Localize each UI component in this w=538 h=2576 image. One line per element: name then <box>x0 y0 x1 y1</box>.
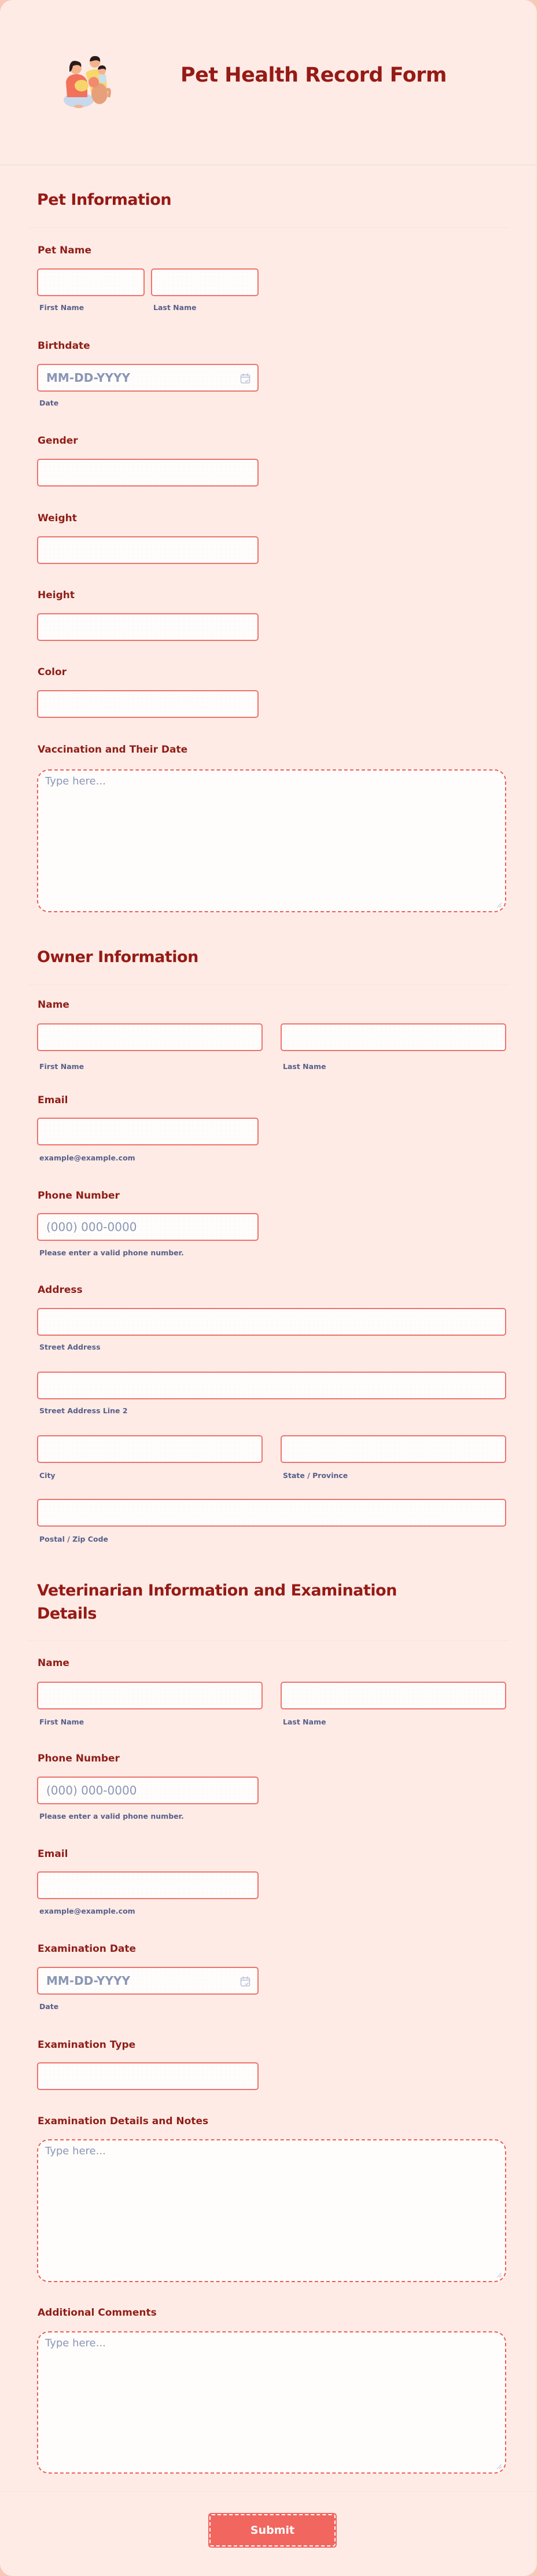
owner-first-name-input[interactable] <box>37 1023 263 1051</box>
exam-details-label: Examination Details and Notes <box>38 2116 209 2127</box>
postal-code-sublabel: Postal / Zip Code <box>39 1535 108 1543</box>
birthdate-sublabel: Date <box>39 399 59 407</box>
owner-email-sublabel: example@example.com <box>39 1154 135 1162</box>
form-title: Pet Health Record Form <box>180 64 447 87</box>
owner-phone-input[interactable] <box>37 1213 259 1241</box>
address-label: Address <box>38 1284 83 1296</box>
calendar-icon[interactable] <box>240 373 250 384</box>
color-label: Color <box>38 666 67 678</box>
exam-type-label: Examination Type <box>38 2039 136 2051</box>
state-province-sublabel: State / Province <box>283 1471 348 1480</box>
additional-comments-textarea[interactable] <box>37 2331 506 2474</box>
owner-name-label: Name <box>38 999 69 1011</box>
vet-email-input[interactable] <box>37 1871 259 1899</box>
owner-phone-sublabel: Please enter a valid phone number. <box>39 1248 184 1257</box>
birthdate-placeholder: MM-DD-YYYY <box>46 371 130 385</box>
vet-first-name-sublabel: First Name <box>39 1718 84 1726</box>
owner-last-name-input[interactable] <box>281 1023 506 1051</box>
exam-date-input[interactable] <box>37 1967 259 1995</box>
birthdate-input[interactable] <box>37 364 259 392</box>
exam-details-placeholder: Type here... <box>45 2145 106 2157</box>
vet-last-name-sublabel: Last Name <box>283 1718 326 1726</box>
owner-phone-placeholder: (000) 000-0000 <box>46 1220 137 1234</box>
exam-date-label: Examination Date <box>38 1943 137 1955</box>
pet-name-label: Pet Name <box>38 245 91 256</box>
vet-name-label: Name <box>38 1657 69 1669</box>
exam-details-textarea[interactable] <box>37 2139 506 2282</box>
header-divider <box>0 164 537 165</box>
owner-email-label: Email <box>38 1094 68 1106</box>
weight-label: Weight <box>38 513 77 524</box>
owner-last-name-sublabel: Last Name <box>283 1062 326 1071</box>
exam-date-placeholder: MM-DD-YYYY <box>46 1974 130 1988</box>
height-input[interactable] <box>37 613 259 641</box>
pet-information-heading: Pet Information <box>37 191 172 209</box>
additional-comments-label: Additional Comments <box>38 2307 157 2319</box>
section-divider <box>28 227 509 228</box>
owner-first-name-sublabel: First Name <box>39 1062 84 1071</box>
section-divider <box>28 1640 509 1641</box>
vet-phone-input[interactable] <box>37 1777 259 1804</box>
color-input[interactable] <box>37 690 259 718</box>
city-sublabel: City <box>39 1471 56 1480</box>
pet-first-name-input[interactable] <box>37 268 145 296</box>
height-label: Height <box>38 589 75 601</box>
city-input[interactable] <box>37 1435 263 1463</box>
resize-handle-icon[interactable] <box>496 2272 502 2278</box>
postal-code-input[interactable] <box>37 1499 506 1527</box>
vet-heading-line2: Details <box>37 1605 97 1623</box>
resize-handle-icon[interactable] <box>496 2463 502 2469</box>
submit-label: Submit <box>250 2524 295 2537</box>
vet-last-name-input[interactable] <box>281 1682 506 1709</box>
pet-last-name-input[interactable] <box>151 268 259 296</box>
birthdate-label: Birthdate <box>38 340 90 352</box>
vet-phone-sublabel: Please enter a valid phone number. <box>39 1812 184 1820</box>
street-address-line2-sublabel: Street Address Line 2 <box>39 1406 128 1415</box>
vet-phone-label: Phone Number <box>38 1753 120 1764</box>
owner-email-input[interactable] <box>37 1118 259 1145</box>
state-province-input[interactable] <box>281 1435 506 1463</box>
street-address-input[interactable] <box>37 1308 506 1336</box>
vaccination-label: Vaccination and Their Date <box>38 744 188 756</box>
footer-divider <box>0 2491 537 2492</box>
owner-information-heading: Owner Information <box>37 948 198 966</box>
pet-last-name-sublabel: Last Name <box>153 303 197 312</box>
vet-email-sublabel: example@example.com <box>39 1907 135 1915</box>
resize-handle-icon[interactable] <box>496 902 502 908</box>
vaccination-textarea[interactable] <box>37 769 506 912</box>
vet-heading-line1: Veterinarian Information and Examination <box>37 1582 397 1600</box>
family-pets-illustration <box>56 46 125 116</box>
weight-input[interactable] <box>37 536 259 564</box>
vet-phone-placeholder: (000) 000-0000 <box>46 1783 137 1797</box>
vet-email-label: Email <box>38 1848 68 1860</box>
street-address-line2-input[interactable] <box>37 1372 506 1399</box>
pet-first-name-sublabel: First Name <box>39 303 84 312</box>
submit-button[interactable] <box>208 2513 337 2548</box>
vaccination-placeholder: Type here... <box>45 775 106 787</box>
street-address-sublabel: Street Address <box>39 1343 101 1351</box>
gender-input[interactable] <box>37 459 259 487</box>
calendar-icon[interactable] <box>240 1976 250 1987</box>
owner-phone-label: Phone Number <box>38 1190 120 1202</box>
vet-first-name-input[interactable] <box>37 1682 263 1709</box>
exam-type-input[interactable] <box>37 2062 259 2090</box>
additional-comments-placeholder: Type here... <box>45 2337 106 2349</box>
exam-date-sublabel: Date <box>39 2002 59 2011</box>
vet-information-heading <box>37 1579 397 1626</box>
gender-label: Gender <box>38 435 78 447</box>
